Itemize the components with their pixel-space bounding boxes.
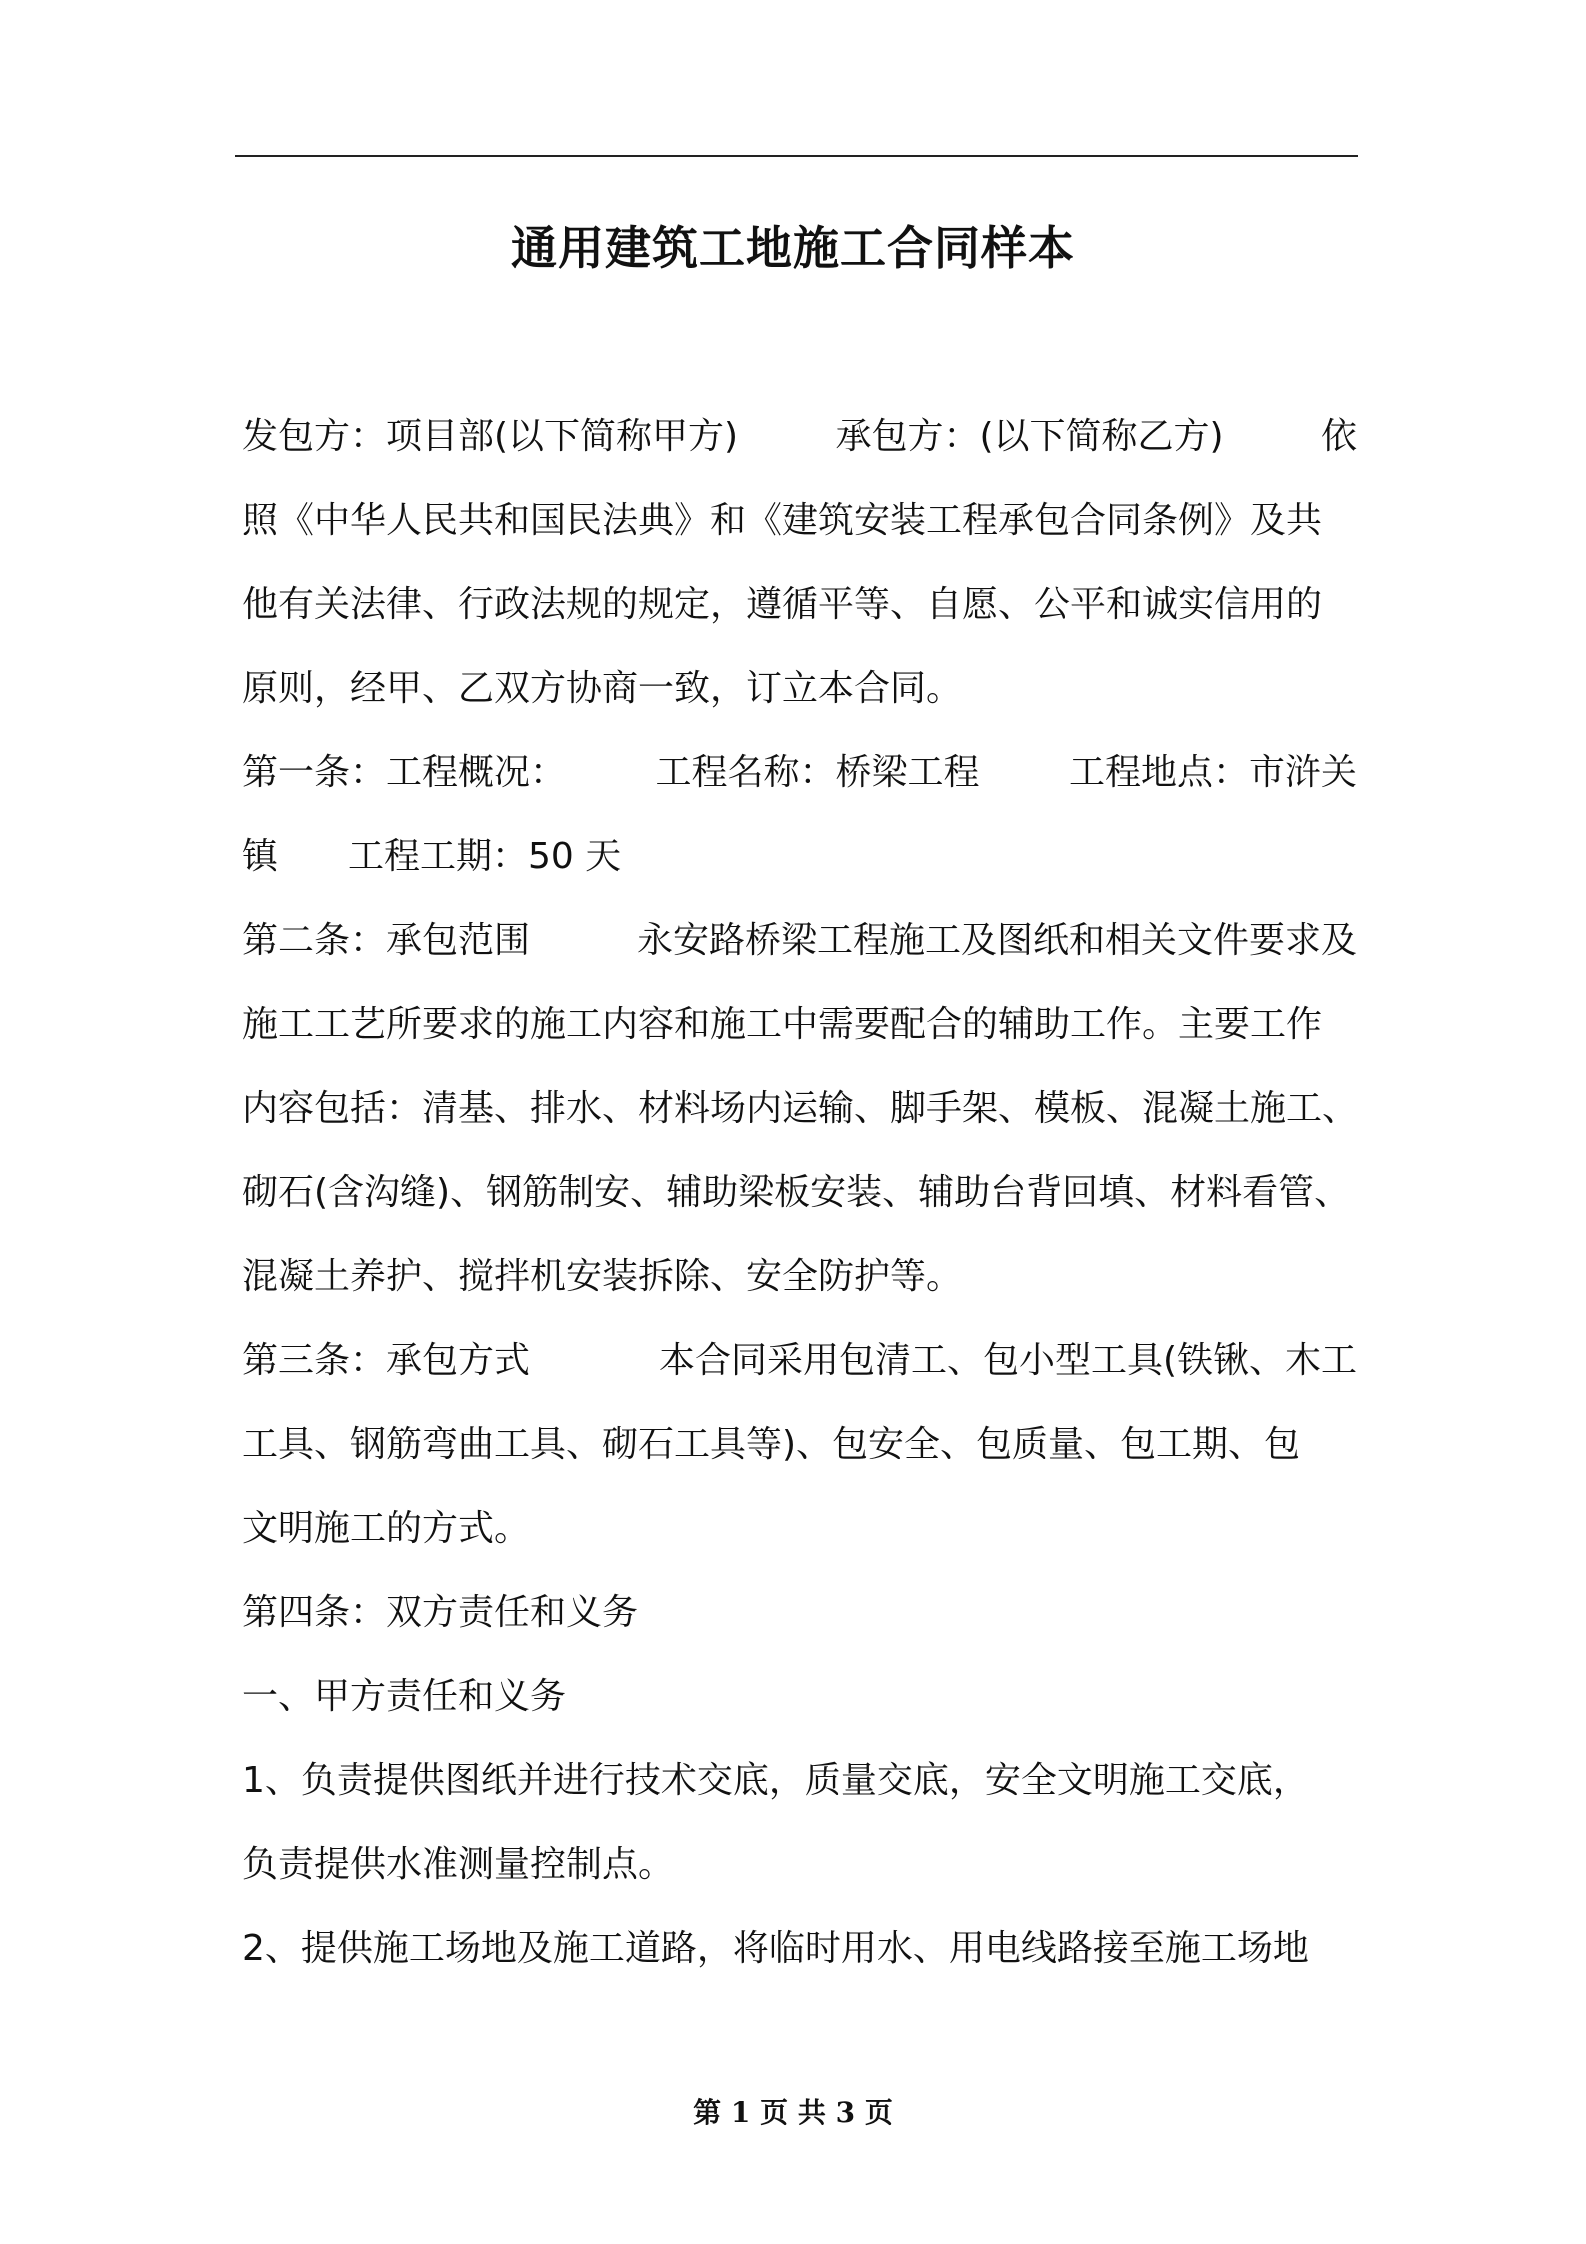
line-text: 工具、钢筋弯曲工具、砌石工具等)、包安全、包质量、包工期、包 [242, 1424, 1301, 1465]
paragraph-line [242, 1158, 1357, 1228]
line-text: 1、负责提供图纸并进行技术交底，质量交底，安全文明施工交底， [242, 1760, 1309, 1801]
paragraph-line [242, 654, 1357, 724]
line-text: 永安路桥梁工程施工及图纸和相关文件要求及 [636, 920, 1357, 961]
paragraph-line [242, 1914, 1357, 1984]
paragraph-line [242, 1326, 1357, 1396]
line-text: 照《中华人民共和国民法典》和《建筑安装工程承包合同条例》及共 [242, 500, 1323, 541]
paragraph-line [242, 486, 1357, 556]
paragraph-line [242, 402, 1357, 472]
paragraph-line [242, 1830, 1357, 1900]
paragraph-line [242, 738, 1357, 808]
header-rule [235, 155, 1358, 157]
line-text: 砌石(含沟缝)、钢筋制安、辅助梁板安装、辅助台背回填、材料看管、 [242, 1172, 1351, 1213]
line-text: 文明施工的方式。 [242, 1508, 531, 1549]
line-text: 他有关法律、行政法规的规定，遵循平等、自愿、公平和诚实信用的 [242, 584, 1323, 625]
paragraph-line [242, 990, 1357, 1060]
line-text: 原则，经甲、乙双方协商一致，订立本合同。 [242, 668, 963, 709]
paragraph-line [242, 1662, 1357, 1732]
line-text: 负责提供水准测量控制点。 [242, 1844, 675, 1885]
article-1-heading: 第一条：工程概况： [242, 752, 567, 793]
paragraph-line [242, 1578, 1357, 1648]
paragraph-line [242, 570, 1357, 640]
project-duration-text: 工程工期：50 天 [348, 836, 622, 877]
section-heading-party-a: 一、甲方责任和义务 [242, 1676, 567, 1717]
party-a-text: 发包方：项目部(以下简称甲方) [242, 416, 739, 457]
paragraph-line [242, 1242, 1357, 1312]
article-3-heading: 第三条：承包方式 [242, 1340, 531, 1381]
line-text: 2、提供施工场地及施工道路，将临时用水、用电线路接至施工场地 [242, 1928, 1309, 1969]
party-b-text: 承包方：(以下简称乙方) [835, 416, 1224, 457]
article-2-heading: 第二条：承包范围 [242, 920, 531, 961]
project-name-text: 工程名称：桥梁工程 [655, 752, 980, 793]
page-number: 第 1 页 共 3 页 [693, 2096, 893, 2129]
paragraph-line [242, 1410, 1357, 1480]
paragraph-line [242, 1074, 1357, 1144]
line-text: 施工工艺所要求的施工内容和施工中需要配合的辅助工作。主要工作 [242, 1004, 1323, 1045]
paragraph-line [242, 1746, 1357, 1816]
line-end-text: 依 [1320, 416, 1357, 457]
paragraph-line [242, 906, 1357, 976]
line-text: 镇 [242, 836, 279, 877]
document-title: 通用建筑工地施工合同样本 [511, 221, 1075, 275]
paragraph-line [242, 822, 1357, 892]
paragraph-line [242, 1494, 1357, 1564]
line-text: 内容包括：清基、排水、材料场内运输、脚手架、模板、混凝土施工、 [242, 1088, 1359, 1129]
article-4-heading: 第四条：双方责任和义务 [242, 1592, 639, 1633]
line-text: 本合同采用包清工、包小型工具(铁锹、木工 [658, 1340, 1357, 1381]
line-text: 混凝土养护、搅拌机安装拆除、安全防护等。 [242, 1256, 963, 1297]
project-location-text: 工程地点：市浒关 [1068, 752, 1357, 793]
